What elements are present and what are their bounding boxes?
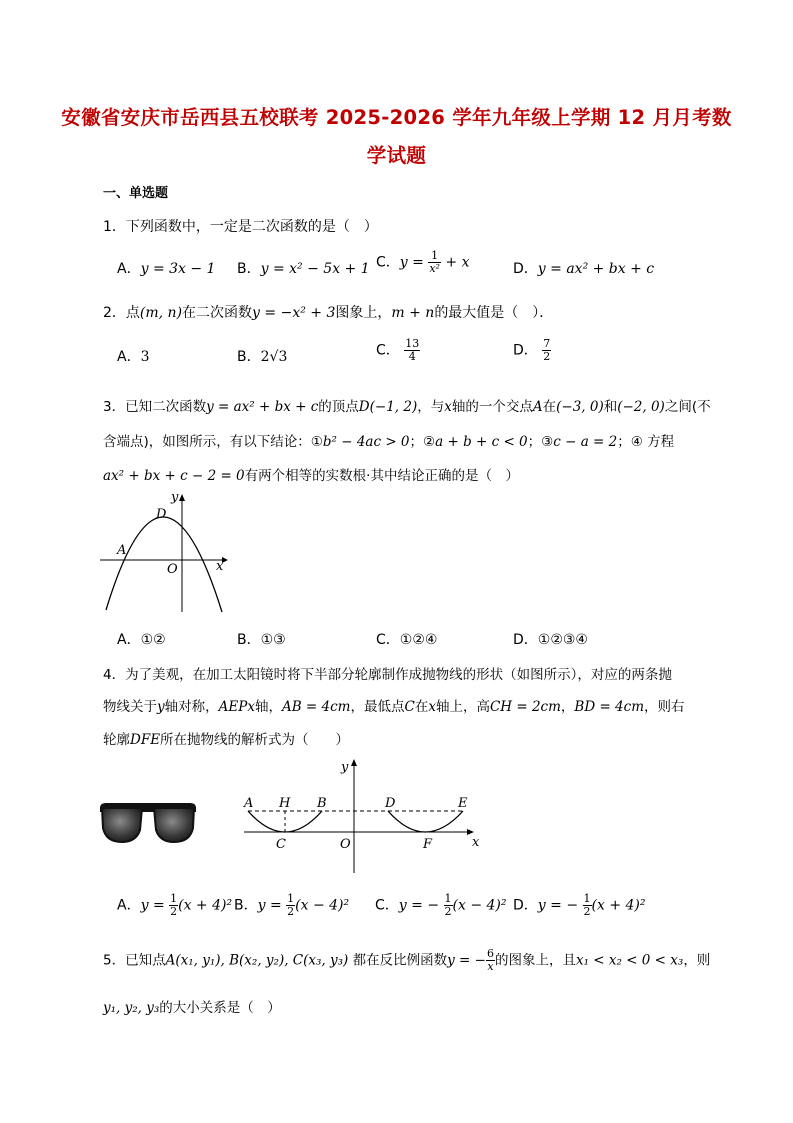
fig-label-a: A <box>244 796 254 811</box>
fig-label-o: O <box>340 837 351 852</box>
sunglasses-image <box>98 800 198 846</box>
q2-option-c: C． $\frac{13}{4}$ <box>376 337 420 363</box>
fig-label-d: D <box>385 796 396 811</box>
fig-label-c: C <box>276 837 286 852</box>
q3-option-d: D．①②③④ <box>513 632 588 648</box>
q4-option-a: A．y = $\frac{1}{2}$ (x + 4)² <box>117 892 233 918</box>
q3-option-c: C．①②④ <box>376 632 438 648</box>
question-3-stem-line2: 含端点)，如图所示，有以下结论：①b² − 4ac > 0；②a + b + c < 0；③c − a = 2；④ 方程 <box>103 434 675 450</box>
question-4-stem-line1: 4．为了美观，在加工太阳镜时将下半部分轮廓制作成抛物线的形状（如图所示），对应的两条抛 <box>103 667 672 683</box>
page-title-continued: 学试题 <box>366 144 427 167</box>
fig-label-x: x <box>216 559 224 574</box>
q4-parabola-figure <box>238 755 488 875</box>
q4-option-c: C．y = − $\frac{1}{2}$ (x − 4)² <box>375 892 507 918</box>
q1-option-c: C．y = $\frac{1}{\text{x²}}$ + x <box>376 249 470 275</box>
fig-label-f: F <box>423 837 433 852</box>
q3-option-a: A．①② <box>117 632 166 648</box>
question-4-stem-line3: 轮廓DFE所在抛物线的解析式为（ ） <box>103 732 350 748</box>
fig-label-o: O <box>167 562 178 577</box>
fig-label-e: E <box>458 796 468 811</box>
fig-label-d: D <box>156 507 167 522</box>
question-5-stem-line2: y₁, y₂, y₃的大小关系是（ ） <box>103 1000 281 1016</box>
q1-option-d: D．y = ax² + bx + c <box>513 261 655 277</box>
section-heading: 一、单选题 <box>103 186 169 201</box>
q4-option-b: B．y = $\frac{1}{2}$ (x − 4)² <box>234 892 350 918</box>
q1-option-a: A．y = 3x − 1 <box>117 261 216 277</box>
fig-label-y: y <box>171 490 179 505</box>
q3-option-b: B．①③ <box>237 632 286 648</box>
q1-option-b: B．y = x² − 5x + 1 <box>237 261 370 277</box>
q2-option-a: A．3 <box>117 349 150 365</box>
question-2-stem: 2．点(m, n)在二次函数y = −x² + 3图象上，m + n的最大值是（ ）． <box>103 305 554 321</box>
q4-option-d: D．y = − $\frac{1}{2}$ (x + 4)² <box>513 892 646 918</box>
fig-label-y: y <box>341 760 349 775</box>
fig-label-b: B <box>317 796 327 811</box>
fig-label-a: A <box>117 543 127 558</box>
q2-option-d: D． $\frac{7}{2}$ <box>513 337 551 363</box>
question-4-stem-line2: 物线关于y轴对称，AEPx轴，AB = 4cm，最低点C在x轴上，高CH = 2cm，BD = 4cm，则右 <box>103 699 685 715</box>
fig-label-h: H <box>279 796 291 811</box>
question-3-stem-line1: 3．已知二次函数y = ax² + bx + c的顶点D(−1, 2)，与x轴的一个交点A在(−3, 0)和(−2, 0)之间(不 <box>103 399 711 415</box>
fig-label-x: x <box>472 835 480 850</box>
question-1-stem: 1．下列函数中，一定是二次函数的是（ ） <box>103 219 378 235</box>
page-title: 安徽省安庆市岳西县五校联考 2025-2026 学年九年级上学期 12 月月考数 <box>61 106 732 129</box>
question-3-stem-line3: ax² + bx + c − 2 = 0有两个相等的实数根·其中结论正确的是（ ） <box>103 468 519 484</box>
q2-option-b: B．2√3 <box>237 349 288 365</box>
question-5-stem-line1: 5．已知点A(x₁, y₁), B(x₂, y₂), C(x₃, y₃) 都在反比例函数y = − $\frac{6}{x}$ 的图象上，且x₁ < x₂ < 0 < x₃，则 <box>103 947 711 973</box>
q3-parabola-figure <box>98 488 238 616</box>
